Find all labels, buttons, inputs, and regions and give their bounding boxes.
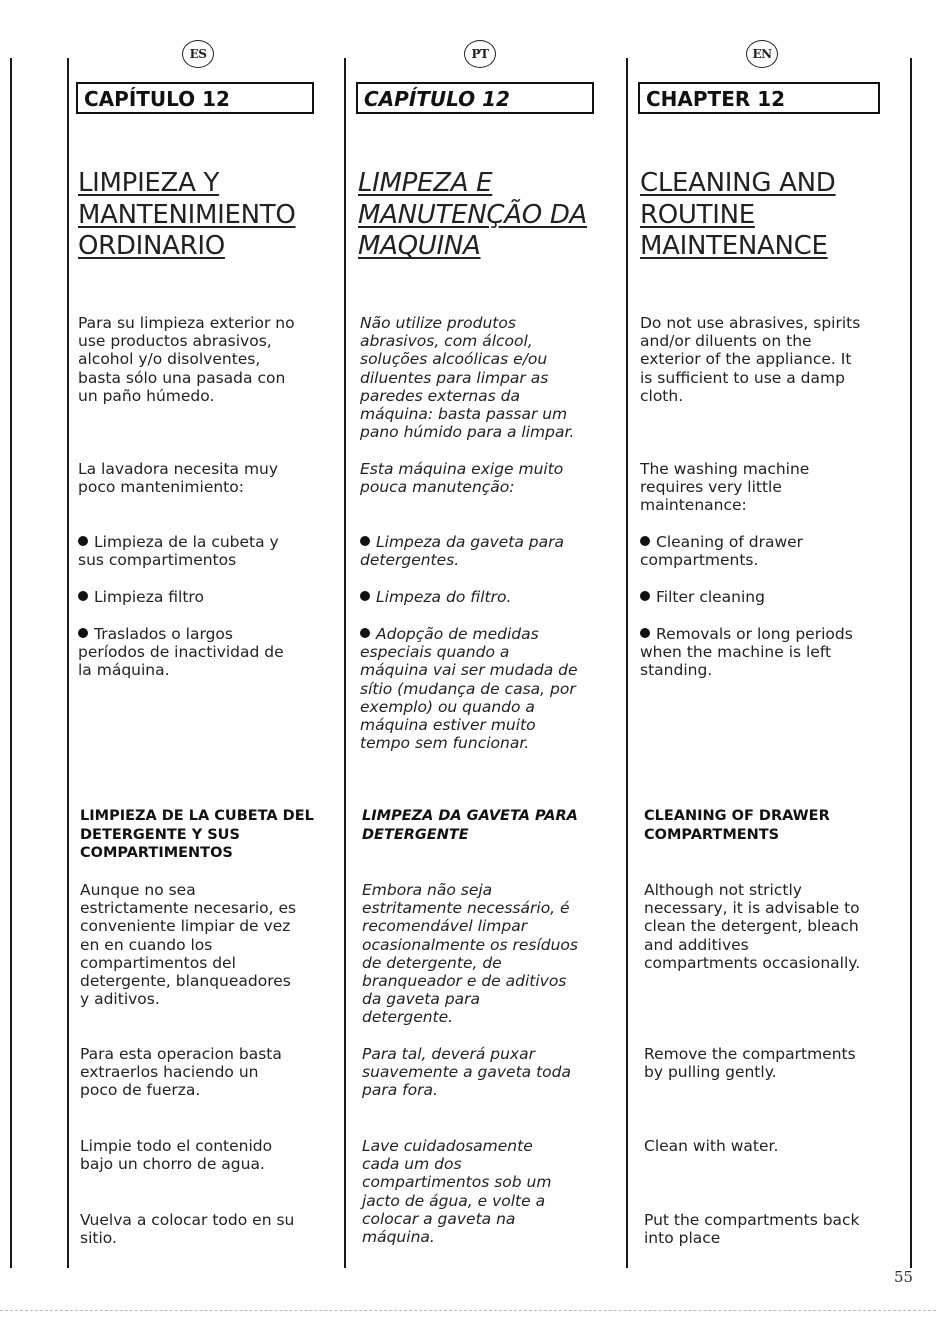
bullet-icon xyxy=(78,536,88,546)
bullet-item: Adopção de medidas especiais quando a máquina vai ser mudada de sítio (mudança de casa, por exemplo) ou quando a máquina estiver muito tempo sem funcionar. xyxy=(360,625,578,753)
intro-paragraph: Do not use abrasives, spirits and/or diluents on the exterior of the appliance. It is sufficient to use a damp cloth. xyxy=(640,314,861,405)
chapter-title: LIMPIEZA Y MANTENIMIENTO ORDINARIO xyxy=(78,168,296,261)
bullet-item: Filter cleaning xyxy=(640,588,765,606)
bullet-item: Cleaning of drawer compartments. xyxy=(640,533,804,570)
chapter-heading: CAPÍTULO 12 xyxy=(356,82,594,114)
section-paragraph: Put the compartments back into place xyxy=(644,1211,860,1248)
chapter-heading: CAPÍTULO 12 xyxy=(76,82,314,114)
page-number: 55 xyxy=(894,1268,914,1286)
column-rule-2 xyxy=(344,58,346,1268)
chapter-heading: CHAPTER 12 xyxy=(638,82,880,114)
section-paragraph: Although not strictly necessary, it is advisable to clean the detergent, bleach and additives compartments occasionally. xyxy=(644,881,861,972)
bullet-item: Removals or long periods when the machine is left standing. xyxy=(640,625,853,680)
section-paragraph: Lave cuidadosamente cada um dos compartimentos sob um jacto de água, e volte a colocar a gaveta na máquina. xyxy=(362,1137,552,1247)
section-paragraph: Limpie todo el contenido bajo un chorro de agua. xyxy=(80,1137,273,1174)
bullet-icon xyxy=(640,628,650,638)
section-paragraph: Embora não seja estritamente necessário, é recomendável limpar ocasionalmente os resíduos de detergente, de branqueador e de aditivos da gaveta para detergente. xyxy=(362,881,578,1027)
bullet-icon xyxy=(78,591,88,601)
intro-paragraph: Não utilize produtos abrasivos, com álcool, soluções alcoólicas e/ou diluentes para limpar as paredes externas da máquina: basta passar um pano húmido para a limpar. xyxy=(360,314,575,442)
bullet-icon xyxy=(360,591,370,601)
column-rule-right xyxy=(910,58,912,1268)
column-rule-left xyxy=(10,58,12,1268)
column-rule-1 xyxy=(67,58,69,1268)
language-badge-es: ES xyxy=(182,40,214,68)
section-paragraph: Clean with water. xyxy=(644,1137,779,1155)
column-rule-3 xyxy=(626,58,628,1268)
chapter-title: LIMPEZA E MANUTENÇÃO DA MAQUINA xyxy=(358,168,588,261)
chapter-title: CLEANING AND ROUTINE MAINTENANCE xyxy=(640,168,836,261)
section-paragraph: Para tal, deverá puxar suavemente a gaveta toda para fora. xyxy=(362,1045,571,1100)
bullet-icon xyxy=(360,628,370,638)
language-badge-pt: PT xyxy=(464,40,496,68)
bullet-icon xyxy=(360,536,370,546)
section-heading: CLEANING OF DRAWER COMPARTMENTS xyxy=(644,808,830,843)
bullet-item: Limpeza da gaveta para detergentes. xyxy=(360,533,564,570)
maintenance-note: The washing machine requires very little maintenance: xyxy=(640,460,810,515)
language-badge-en: EN xyxy=(746,40,778,68)
bullet-icon xyxy=(78,628,88,638)
section-heading: LIMPEZA DA GAVETA PARA DETERGENTE xyxy=(362,808,578,843)
section-paragraph: Aunque no sea estrictamente necesario, es conveniente limpiar de vez en en cuando los compartimentos del detergente, blanqueadores y aditivos. xyxy=(80,881,297,1009)
bullet-item: Traslados o largos períodos de inactividad de la máquina. xyxy=(78,625,284,680)
footer-dashed-line xyxy=(0,1310,936,1311)
section-paragraph: Para esta operacion basta extraerlos haciendo un poco de fuerza. xyxy=(80,1045,282,1100)
maintenance-note: La lavadora necesita muy poco mantenimiento: xyxy=(78,460,279,497)
section-paragraph: Remove the compartments by pulling gently. xyxy=(644,1045,856,1082)
bullet-icon xyxy=(640,591,650,601)
bullet-icon xyxy=(640,536,650,546)
bullet-item: Limpieza filtro xyxy=(78,588,204,606)
maintenance-note: Esta máquina exige muito pouca manutenção: xyxy=(360,460,564,497)
intro-paragraph: Para su limpieza exterior no use productos abrasivos, alcohol y/o disolventes, basta sólo una pasada con un paño húmedo. xyxy=(78,314,295,405)
bullet-item: Limpieza de la cubeta y sus compartimentos xyxy=(78,533,279,570)
section-paragraph: Vuelva a colocar todo en su sitio. xyxy=(80,1211,295,1248)
bullet-item: Limpeza do filtro. xyxy=(360,588,511,606)
section-heading: LIMPIEZA DE LA CUBETA DEL DETERGENTE Y SUS COMPARTIMENTOS xyxy=(80,808,314,861)
